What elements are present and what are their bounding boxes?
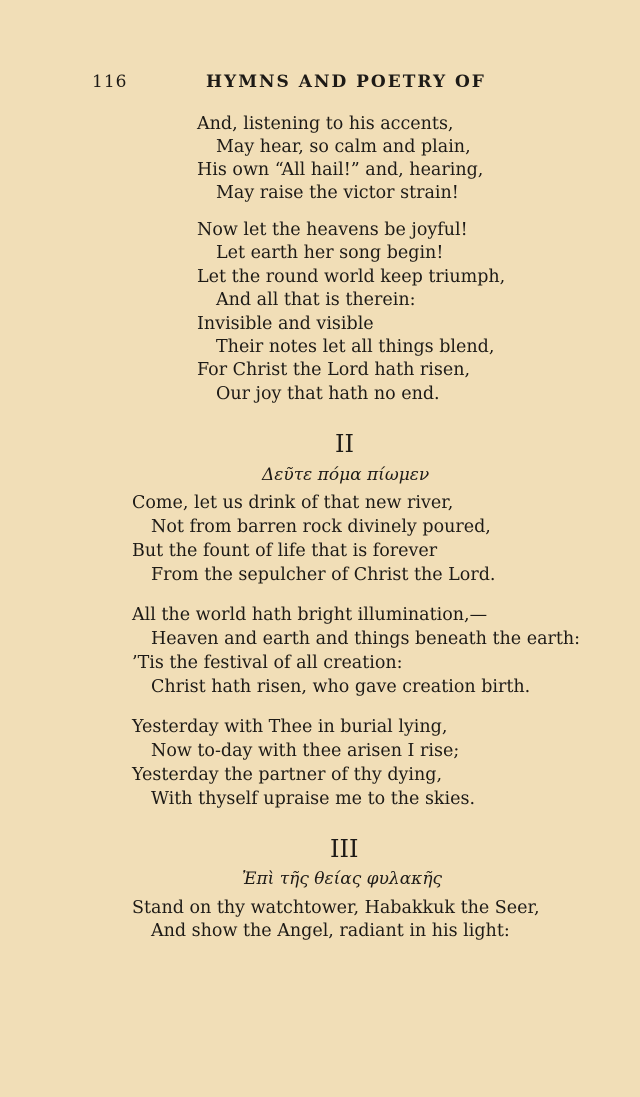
verse-line: And, listening to his accents, [197, 114, 454, 134]
verse-line: From the sepulcher of Christ the Lord. [151, 565, 496, 585]
verse-line: Their notes let all things blend, [216, 337, 495, 357]
verse-line: His own “All hail!” and, hearing, [197, 160, 484, 180]
section-number: II [335, 430, 354, 458]
verse-line: For Christ the Lord hath risen, [197, 360, 471, 380]
verse-line: May raise the victor strain! [216, 183, 459, 203]
running-head: HYMNS AND POETRY OF [206, 72, 486, 92]
verse-line: Stand on thy watchtower, Habakkuk the Seer, [132, 898, 540, 918]
verse-line: With thyself upraise me to the skies. [151, 789, 476, 809]
section-subtitle: Δεῦτε πόμα πίωμεν [262, 465, 430, 485]
verse-line: Yesterday with Thee in burial lying, [132, 717, 448, 737]
verse-line: Our joy that hath no end. [216, 384, 440, 404]
verse-line: Heaven and earth and things beneath the earth: [151, 629, 581, 649]
verse-line: Now to-day with thee arisen I rise; [151, 741, 460, 761]
section-subtitle: Ἐπὶ τῆς θείας φυλακῆς [242, 869, 443, 889]
page-number: 116 [92, 72, 128, 92]
verse-line: Let earth her song begin! [216, 243, 444, 263]
verse-line: May hear, so calm and plain, [216, 137, 471, 157]
verse-line: Christ hath risen, who gave creation birth. [151, 677, 531, 697]
verse-line: And all that is therein: [216, 290, 416, 310]
page-header [0, 72, 640, 96]
section-number: III [330, 835, 359, 863]
verse-line: Come, let us drink of that new river, [132, 493, 454, 513]
verse-line: Yesterday the partner of thy dying, [132, 765, 443, 785]
verse-line: All the world hath bright illumination,— [132, 605, 488, 625]
verse-line: Now let the heavens be joyful! [197, 220, 468, 240]
verse-line: Not from barren rock divinely poured, [151, 517, 491, 537]
verse-line: ’Tis the festival of all creation: [132, 653, 403, 673]
verse-line: And show the Angel, radiant in his light: [151, 921, 510, 941]
verse-line: Invisible and visible [197, 314, 374, 334]
verse-line: But the fount of life that is forever [132, 541, 438, 561]
verse-line: Let the round world keep triumph, [197, 267, 506, 287]
